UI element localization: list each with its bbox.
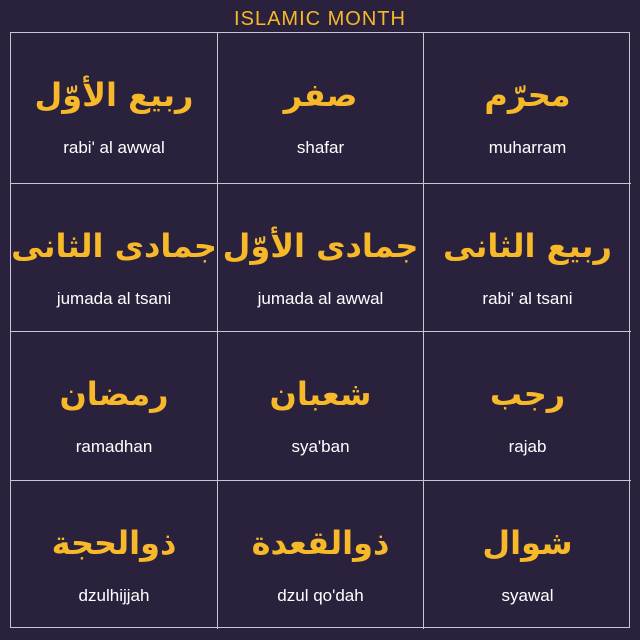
month-cell-rabi-al-awwal xyxy=(11,33,218,184)
month-cell-rajab xyxy=(424,332,631,481)
month-cell-syawal xyxy=(424,481,631,629)
month-cell-jumada-al-awwal xyxy=(218,184,424,332)
month-cell-ramadhan xyxy=(11,332,218,481)
month-cell-dzulhijjah xyxy=(11,481,218,629)
month-arabic-name: شوال xyxy=(482,524,573,562)
month-latin-name: shafar xyxy=(296,138,345,157)
month-arabic-name: ذوالحجة xyxy=(51,524,177,562)
month-latin-name: muharram xyxy=(488,138,567,157)
month-latin-name: sya'ban xyxy=(291,437,350,456)
month-cell-jumada-al-tsani xyxy=(11,184,218,332)
month-latin-name: ramadhan xyxy=(75,437,153,456)
month-arabic-name: ربيع الثانى xyxy=(443,227,612,265)
month-cell-muharram xyxy=(424,33,631,184)
month-latin-name: rajab xyxy=(508,437,547,456)
month-latin-name: dzulhijjah xyxy=(78,586,150,605)
month-latin-name: dzul qo'dah xyxy=(277,586,364,605)
month-arabic-name: ربيع الأوّل xyxy=(34,76,194,114)
month-cell-shafar xyxy=(218,33,424,184)
month-cell-rabi-al-tsani xyxy=(424,184,631,332)
month-arabic-name: محرّم xyxy=(484,76,571,114)
month-arabic-name: جمادى الأوّل xyxy=(222,227,419,265)
month-latin-name: jumada al awwal xyxy=(257,289,384,308)
month-latin-name: rabi' al tsani xyxy=(482,289,573,308)
month-arabic-name: رمضان xyxy=(59,375,169,413)
month-arabic-name: شعبان xyxy=(269,375,372,413)
month-arabic-name: صفر xyxy=(283,76,358,114)
month-cell-dzul-qodah xyxy=(218,481,424,629)
month-latin-name: rabi' al awwal xyxy=(63,138,165,157)
month-cell-syaban xyxy=(218,332,424,481)
poster-title: ISLAMIC MONTH xyxy=(234,8,406,30)
month-arabic-name: جمادى الثانى xyxy=(11,227,217,265)
month-arabic-name: ذوالقعدة xyxy=(251,524,390,562)
month-arabic-name: رجب xyxy=(489,375,566,413)
month-latin-name: syawal xyxy=(501,586,554,605)
month-latin-name: jumada al tsani xyxy=(56,289,172,308)
month-grid xyxy=(10,32,630,628)
